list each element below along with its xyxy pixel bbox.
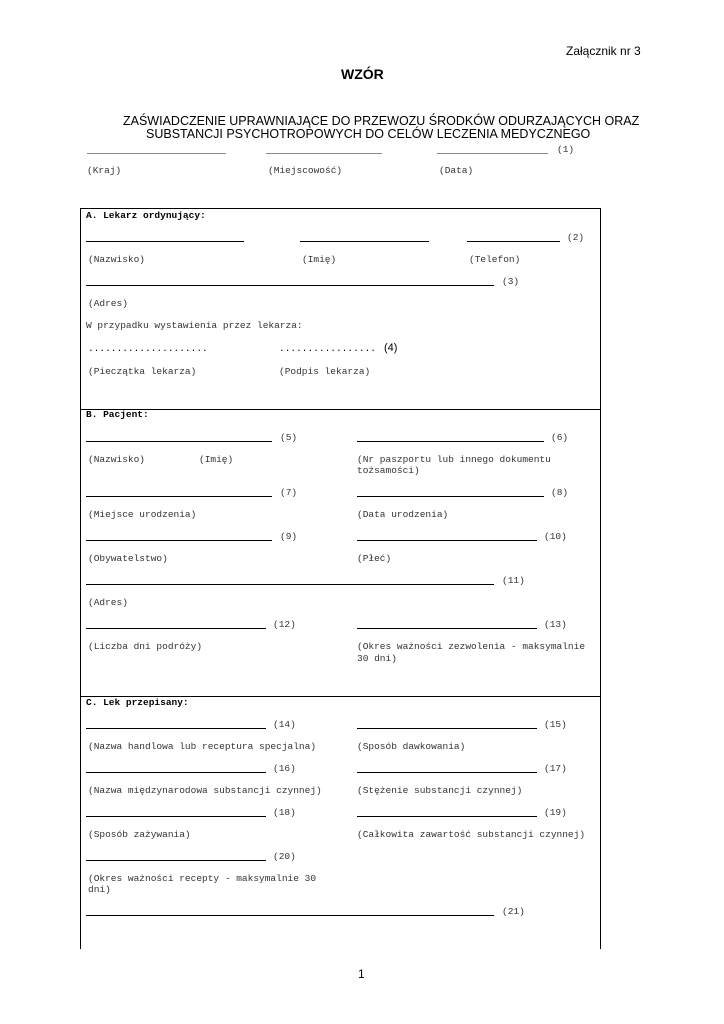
ref-number: (2) <box>567 232 585 243</box>
ref-number: (12) <box>273 619 296 630</box>
section-b-title: B. Pacjent: <box>86 409 149 420</box>
ref-number: (21) <box>502 906 525 917</box>
permit-validity-label: (Okres ważności zezwolenia - maksymalnie <box>357 641 586 652</box>
ref-number: (11) <box>502 575 525 586</box>
passport-label: (Nr paszportu lub innego dokumentu <box>357 454 551 465</box>
country-line[interactable] <box>87 153 226 154</box>
stamp-dots[interactable]: ..................... <box>88 343 208 354</box>
country-label: (Kraj) <box>87 165 122 176</box>
travel-days-input[interactable] <box>86 628 266 629</box>
ref-number: (3) <box>502 276 520 287</box>
signature-label: (Podpis lekarza) <box>279 366 371 377</box>
inn-label: (Nazwa międzynarodowa substancji czynnej) <box>88 785 322 796</box>
ref-number: (20) <box>273 851 296 862</box>
sex-label: (Płeć) <box>357 553 392 564</box>
date-line[interactable] <box>437 153 548 154</box>
patient-address-input[interactable] <box>86 584 494 585</box>
passport-label-cont: tożsamości) <box>357 465 420 476</box>
birthdate-input[interactable] <box>357 496 544 497</box>
travel-days-label: (Liczba dni podróży) <box>88 641 203 652</box>
ref-number: (6) <box>551 432 569 443</box>
dosage-label: (Sposób dawkowania) <box>357 741 466 752</box>
sex-input[interactable] <box>357 540 537 541</box>
doctor-phone-input[interactable] <box>467 241 560 242</box>
section-a-title: A. Lekarz ordynujący: <box>86 210 206 221</box>
doctor-name-input[interactable] <box>300 241 429 242</box>
stamp-label: (Pieczątka lekarza) <box>88 366 197 377</box>
ref-number: (10) <box>544 531 567 542</box>
doctor-name-label: (Imię) <box>302 254 337 265</box>
trade-name-label: (Nazwa handlowa lub receptura specjalna) <box>88 741 317 752</box>
administration-label: (Sposób zażywania) <box>88 829 191 840</box>
section-c-title: C. Lek przepisany: <box>86 697 189 708</box>
birthdate-label: (Data urodzenia) <box>357 509 449 520</box>
administration-input[interactable] <box>86 816 266 817</box>
passport-input[interactable] <box>357 441 544 442</box>
document-subtitle-line2: SUBSTANCJI PSYCHOTROPOWYCH DO CELÓW LECZENIA MEDYCZNEGO <box>146 127 591 141</box>
section-divider-b <box>80 409 600 410</box>
birthplace-input[interactable] <box>86 496 272 497</box>
patient-name-label: (Imię) <box>199 454 234 465</box>
concentration-input[interactable] <box>357 772 537 773</box>
patient-surname-input[interactable] <box>86 441 272 442</box>
city-line[interactable] <box>266 153 382 154</box>
ref-number: (9) <box>280 531 298 542</box>
trade-name-input[interactable] <box>86 728 266 729</box>
dosage-input[interactable] <box>357 728 537 729</box>
ref-number: (4) <box>384 342 398 354</box>
doctor-surname-input[interactable] <box>86 241 244 242</box>
ref-number: (17) <box>544 763 567 774</box>
ref-number: (15) <box>544 719 567 730</box>
city-label: (Miejscowość) <box>268 165 343 176</box>
ref-number: (8) <box>551 487 569 498</box>
permit-validity-label-cont: 30 dni) <box>357 653 397 664</box>
total-content-input[interactable] <box>357 816 537 817</box>
page-title: WZÓR <box>341 66 384 82</box>
ref-number: (16) <box>273 763 296 774</box>
additional-info-input[interactable] <box>86 915 494 916</box>
ref-number: (14) <box>273 719 296 730</box>
document-subtitle-line1: ZAŚWIADCZENIE UPRAWNIAJĄCE DO PRZEWOZU ŚRODKÓW ODURZAJĄCYCH ORAZ <box>123 114 640 128</box>
doctor-note: W przypadku wystawienia przez lekarza: <box>86 320 303 331</box>
doctor-address-label: (Adres) <box>88 298 128 309</box>
concentration-label: (Stężenie substancji czynnej) <box>357 785 523 796</box>
attachment-label: Załącznik nr 3 <box>566 44 641 58</box>
ref-number: (7) <box>280 487 298 498</box>
citizenship-label: (Obywatelstwo) <box>88 553 168 564</box>
prescription-validity-label: (Okres ważności recepty - maksymalnie 30 <box>88 873 317 884</box>
ref-number: (13) <box>544 619 567 630</box>
birthplace-label: (Miejsce urodzenia) <box>88 509 197 520</box>
prescription-validity-input[interactable] <box>86 860 266 861</box>
ref-number: (1) <box>557 144 575 155</box>
ref-number: (18) <box>273 807 296 818</box>
signature-dots[interactable]: ................. <box>279 343 376 354</box>
ref-number: (5) <box>280 432 298 443</box>
inn-input[interactable] <box>86 772 266 773</box>
prescription-validity-label-cont: dni) <box>88 884 111 895</box>
doctor-address-input[interactable] <box>86 285 494 286</box>
page-number: 1 <box>358 967 365 981</box>
doctor-phone-label: (Telefon) <box>469 254 521 265</box>
permit-validity-input[interactable] <box>357 628 537 629</box>
patient-address-label: (Adres) <box>88 597 128 608</box>
patient-surname-label: (Nazwisko) <box>88 454 146 465</box>
doctor-surname-label: (Nazwisko) <box>88 254 146 265</box>
citizenship-input[interactable] <box>86 540 272 541</box>
ref-number: (19) <box>544 807 567 818</box>
date-label: (Data) <box>439 165 474 176</box>
total-content-label: (Całkowita zawartość substancji czynnej) <box>357 829 586 840</box>
